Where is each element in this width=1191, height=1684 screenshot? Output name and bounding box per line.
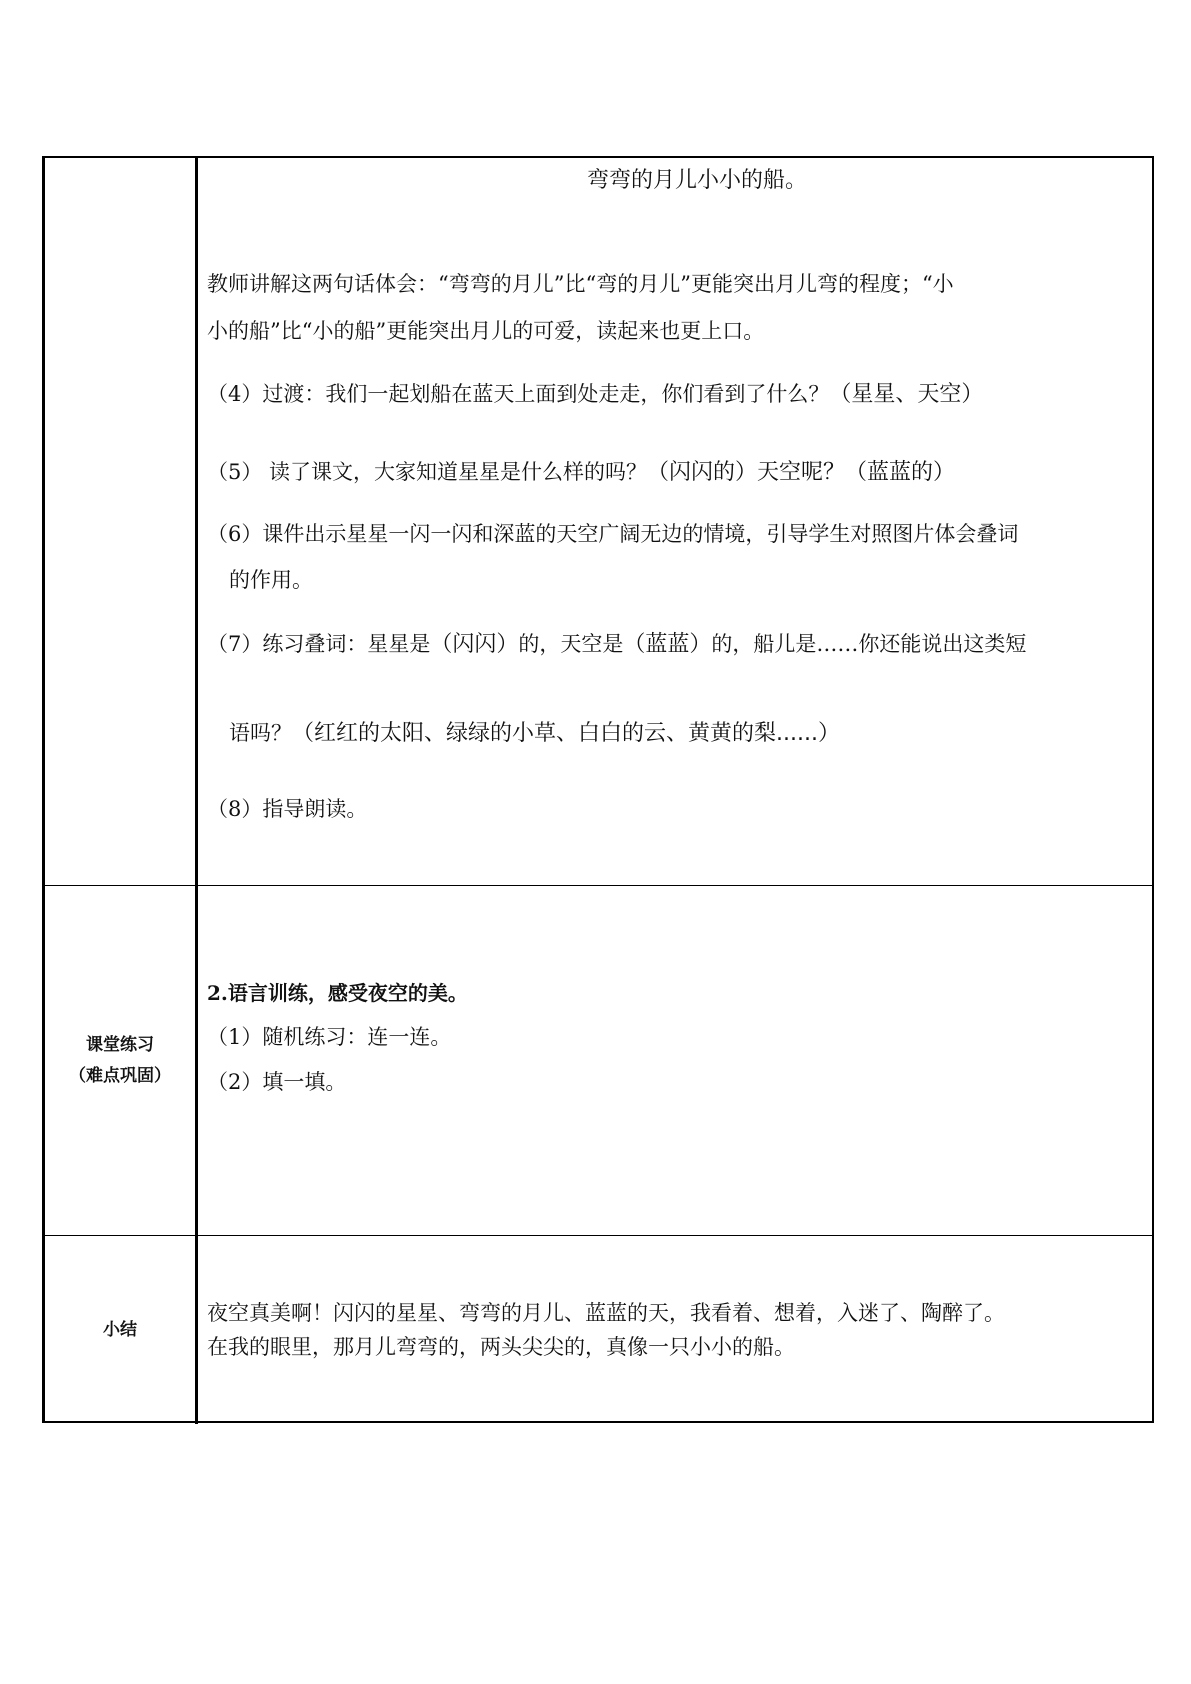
item-text: （4）过渡：我们一起划船在蓝天上面到处走走，你们看到了什么？ [207, 382, 830, 406]
item-text: （5） 读了课文，大家知道星星是什么样的吗？ [207, 460, 648, 484]
list-item [207, 379, 983, 410]
item-text: 的，天空是 [518, 632, 624, 656]
answer-text: （蓝蓝） [623, 632, 712, 657]
column-divider [195, 886, 198, 1236]
list-item: （2）填一填。 [207, 1070, 347, 1094]
row-content [207, 886, 1142, 1236]
row-content [207, 158, 1142, 885]
row-content [207, 1236, 1142, 1424]
answer-text: （星星、天空） [829, 382, 984, 407]
item-text: （7）练习叠词：星星是 [207, 632, 431, 656]
summary-line: 在我的眼里，那月儿弯弯的，两头尖尖的，真像一只小小的船。 [207, 1335, 795, 1359]
row-label-line: （难点巩固） [69, 1066, 171, 1086]
list-item: （8）指导朗读。 [207, 797, 368, 821]
summary-line: 夜空真美啊！闪闪的星星、弯弯的月儿、蓝蓝的天，我看着、想着，入迷了、陶醉了。 [207, 1301, 1005, 1325]
row-label-line: 小结 [103, 1319, 137, 1340]
column-divider [195, 158, 198, 885]
lesson-table [42, 156, 1154, 1423]
poem-line: 弯弯的月儿小小的船。 [587, 168, 808, 193]
list-item [207, 629, 1026, 660]
item-text: 的，船儿是……你还能说出这类短 [711, 632, 1027, 656]
list-item-continuation [229, 718, 840, 749]
row-label [45, 886, 195, 1236]
row-label-line: 课堂练习 [86, 1035, 154, 1055]
item-text: 语吗？ [229, 721, 292, 745]
section-heading: 2.语言训练，感受夜空的美。 [207, 981, 468, 1005]
row-label [45, 1236, 195, 1424]
column-divider [195, 1236, 198, 1424]
table-row [45, 1235, 1152, 1424]
list-item: （6）课件出示星星一闪一闪和深蓝的天空广阔无边的情境，引导学生对照图片体会叠词 [207, 522, 1019, 546]
row-label-empty [45, 158, 195, 885]
paragraph-line: 教师讲解这两句话体会：“弯弯的月儿”比“弯的月儿”更能突出月儿弯的程度；“小 [207, 272, 954, 296]
table-row [45, 885, 1152, 1236]
answer-text: （闪闪的）天空呢？（蓝蓝的） [647, 460, 956, 485]
list-item: （1）随机练习：连一连。 [207, 1025, 452, 1049]
answer-text: （闪闪） [430, 632, 519, 657]
paragraph-line: 小的船”比“小的船”更能突出月儿的可爱，读起来也更上口。 [207, 319, 765, 343]
answer-text: （红红的太阳、绿绿的小草、白白的云、黄黄的梨......） [292, 721, 840, 746]
list-item [207, 457, 955, 488]
list-item-continuation: 的作用。 [229, 568, 313, 592]
table-row [45, 158, 1152, 885]
